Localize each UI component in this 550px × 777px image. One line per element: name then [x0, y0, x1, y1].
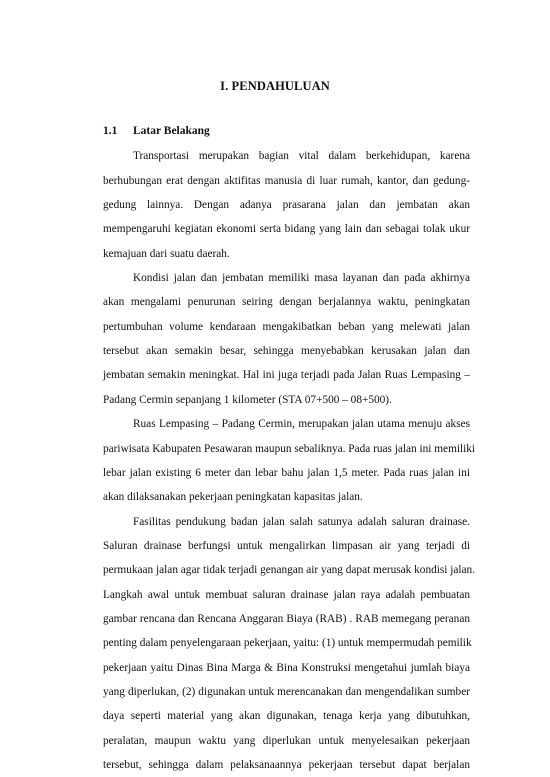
body-line: jembatan semakin meningkat. Hal ini juga terjadi pada Jalan Ruas Lempasing –: [103, 369, 470, 381]
body-line: peralatan, maupun waktu yang diperlukan untuk menyelesaikan pekerjaan: [103, 735, 470, 747]
body-line: kemajuan dari suatu daerah.: [103, 248, 230, 260]
body-line: Langkah awal untuk membuat saluran drainase jalan raya adalah pembuatan: [103, 589, 470, 601]
body-line: daya seperti material yang akan digunakan, tenaga kerja yang dibutuhkan,: [103, 710, 470, 722]
body-line: permukaan jalan agar tidak terjadi genangan air yang dapat merusak kondisi jalan.: [103, 564, 476, 576]
body-line: berhubungan erat dengan aktifitas manusia di luar rumah, kantor, dan gedung-: [103, 175, 470, 187]
body-line: Padang Cermin sepanjang 1 kilometer (STA 07+500 – 08+500).: [103, 394, 392, 406]
section-title: Latar Belakang: [133, 125, 210, 137]
body-line: Kondisi jalan dan jembatan memiliki masa layanan dan pada akhirnya: [133, 272, 470, 284]
section-heading: [103, 125, 210, 137]
body-line: Saluran drainase berfungsi untuk mengalirkan limpasan air yang terjadi di: [103, 540, 470, 552]
body-line: pertumbuhan volume kendaraan mengakibatkan beban yang melewati jalan: [103, 321, 470, 333]
body-line: akan dilaksanakan pekerjaan peningkatan kapasitas jalan.: [103, 491, 363, 503]
body-line: Transportasi merupakan bagian vital dalam berkehidupan, karena: [133, 150, 470, 162]
body-line: tersebut akan semakin besar, sehingga menyebabkan kerusakan jalan dan: [103, 345, 470, 357]
body-line: Ruas Lempasing – Padang Cermin, merupakan jalan utama menuju akses: [133, 418, 470, 430]
body-line: lebar jalan existing 6 meter dan lebar bahu jalan 1,5 meter. Pada ruas jalan ini: [103, 467, 470, 479]
body-line: gedung lainnya. Dengan adanya prasarana jalan dan jembatan akan: [103, 199, 470, 211]
body-line: pariwisata Kabupaten Pesawaran maupun sebaliknya. Pada ruas jalan ini memiliki: [103, 443, 476, 455]
body-line: akan mengalami penurunan seiring dengan berjalannya waktu, peningkatan: [103, 296, 470, 308]
body-line: penting dalam penyelengaraan pekerjaan, yaitu: (1) untuk mempermudah pemilik: [103, 637, 472, 649]
body-line: mempengaruhi kegiatan ekonomi serta bidang yang lain dan sebagai tolak ukur: [103, 223, 470, 235]
body-line: Fasilitas pendukung badan jalan salah satunya adalah saluran drainase.: [133, 516, 470, 528]
body-line: gambar rencana dan Rencana Anggaran Biaya (RAB) . RAB memegang peranan: [103, 613, 470, 625]
chapter-title: I. PENDAHULUAN: [220, 79, 330, 93]
body-line: tersebut, sehingga dalam pelaksanaannya pekerjaan tersebut dapat berjalan: [103, 759, 470, 771]
section-number: 1.1: [103, 125, 118, 137]
body-line: pekerjaan yaitu Dinas Bina Marga & Bina Konstruksi mengetahui jumlah biaya: [103, 662, 470, 674]
body-line: yang diperlukan, (2) digunakan untuk merencanakan dan mengendalikan sumber: [103, 686, 470, 698]
